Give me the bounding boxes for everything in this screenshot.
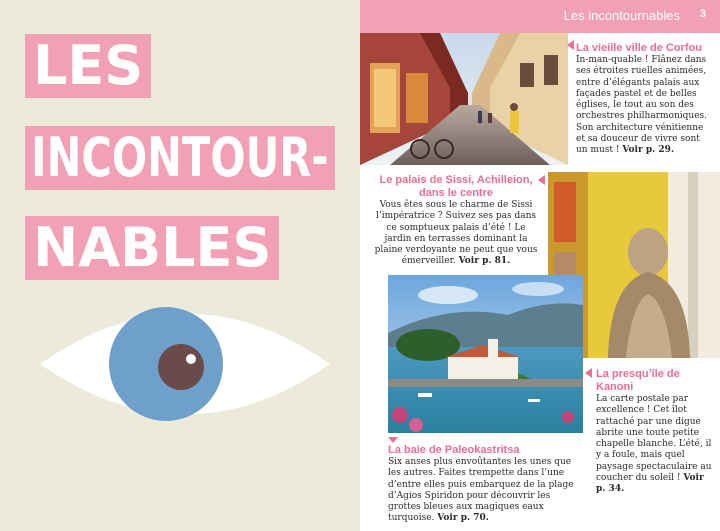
caption-title: La vieille ville de Corfou xyxy=(576,42,702,54)
right-page xyxy=(360,0,720,531)
caption-old-town xyxy=(576,42,712,157)
title-line-3: NABLES xyxy=(25,216,279,280)
caption-body-text: La carte postale par excellence ! Cet îlot rattaché par une digue abrite une toute petite chapelle blanche. L’été, il y a foule, mais quel paysage spectaculaire au coucher du soleil ! xyxy=(596,394,712,484)
caption-page-ref: Voir p. 29. xyxy=(622,145,675,156)
photo-old-town-corfu xyxy=(360,33,568,165)
caption-kanoni xyxy=(596,368,714,496)
caption-body-text: Six anses plus envoûtantes les unes que les autres. Faites trempette dans l’une d’entre elles puis embarquez de la plage d’Agios Spiridon pour découvrir les grottes bleues aux magiques eaux turquoise. xyxy=(388,457,574,524)
caption-page-ref: Voir p. 34. xyxy=(596,473,704,495)
title-line-2: INCONTOUR- xyxy=(25,126,335,190)
caption-pointer xyxy=(567,40,574,50)
page-header xyxy=(360,0,720,33)
eye-highlight xyxy=(186,354,196,364)
caption-title: Le palais de Sissi, Achilleion, dans le centre xyxy=(379,174,533,199)
caption-text xyxy=(576,55,712,157)
caption-title: La baie de Paleokastritsa xyxy=(388,444,520,456)
caption-page-ref: Voir p. 70. xyxy=(437,513,489,524)
eye-pupil xyxy=(158,344,204,390)
caption-achilleion xyxy=(372,174,540,268)
caption-body-text: Vous êtes sous le charme de Sissi l’impératrice ? Suivez ses pas dans ce somptueux palais d’été ! Le jardin en terrasses dominant la plaine verdoyante ne peut que vous émerveiller. xyxy=(374,200,538,267)
title-line-1: LES xyxy=(25,34,151,98)
caption-paleokastritsa xyxy=(388,444,584,525)
caption-body-text: In-man-quable ! Flânez dans ses étroites ruelles animées, entre d’élégants palais aux façades pastel et de belles églises, le tout au son des orchestres philharmoniques. Son architecture vénitienne et sa douceur de vivre sont un must ! xyxy=(576,55,707,156)
eye-illustration-icon xyxy=(40,303,330,493)
caption-text xyxy=(372,200,540,268)
caption-title: La presqu’île de Kanoni xyxy=(596,368,680,393)
caption-text xyxy=(388,457,584,525)
page-number: 3 xyxy=(699,8,706,20)
caption-pointer xyxy=(388,437,398,443)
photo-kanoni-monastery xyxy=(388,275,583,433)
section-title: Les incontournables xyxy=(563,8,680,23)
caption-text xyxy=(596,394,714,496)
caption-page-ref: Voir p. 81. xyxy=(458,256,511,267)
caption-pointer xyxy=(585,368,592,378)
